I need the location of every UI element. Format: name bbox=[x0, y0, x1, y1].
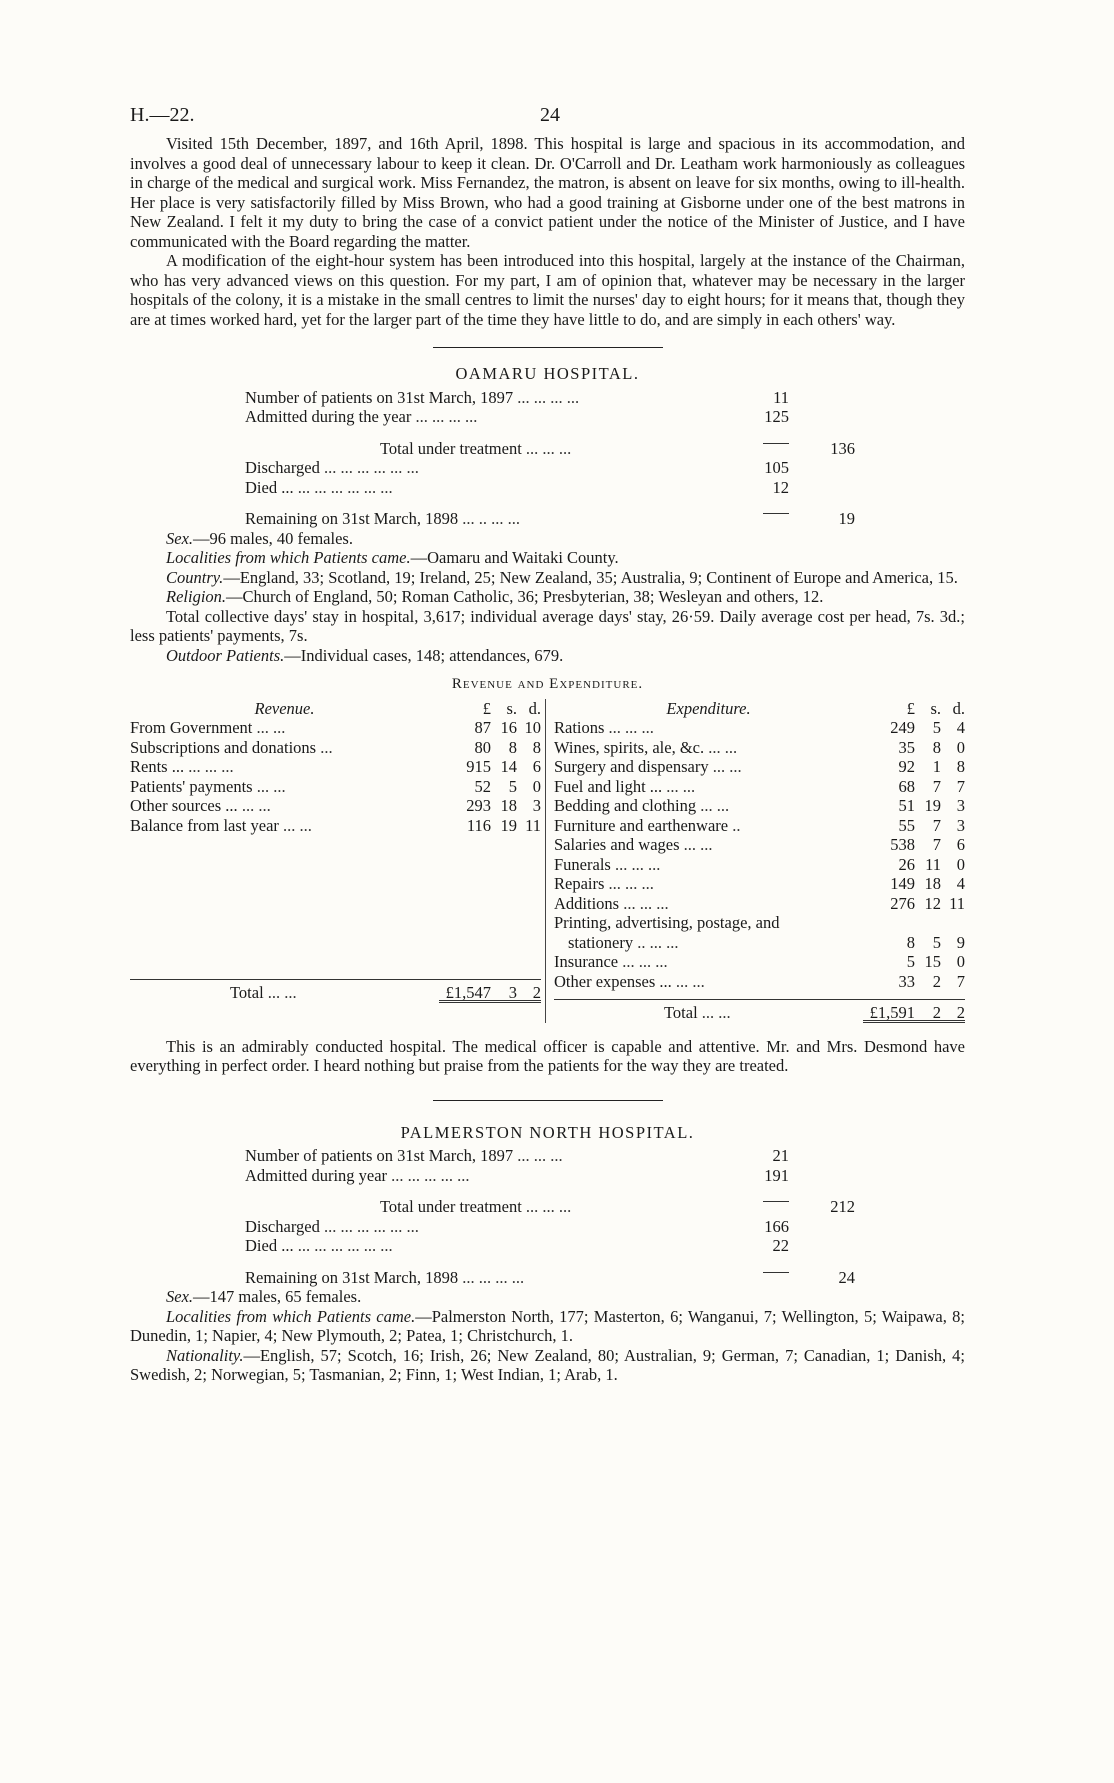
stat-row: Number of patients on 31st March, 1897 ... ... ... 21 bbox=[245, 1146, 789, 1165]
intro-paragraph: Visited 15th December, 1897, and 16th April, 1898. This hospital is large and spacious in its accommodation, and involves a good deal of unnecessary labour to keep it clean. Dr. O'Carroll and Dr. Leatham work harmoniously as colleagues in charge of the medical and surgical work. Miss Fernandez, the matron, is absent on leave for six months, owing to ill-health. Her place is very satisfactorily filled by Miss Brown, who had a good training at Gisborne under one of the best matrons in New Zealand. I felt it my duty to bring the case of a convict patient under the notice of the Minister of Justice, and I have communicated with the Board regarding the matter. bbox=[130, 134, 965, 251]
stat-row: Discharged ... ... ... ... ... ... 105 bbox=[245, 458, 789, 477]
section-title: OAMARU HOSPITAL. bbox=[455, 364, 640, 383]
stat-row: Remaining on 31st March, 1898 ... .. ... ... 19 bbox=[245, 509, 855, 528]
expenditure-column bbox=[546, 699, 965, 1023]
patient-stats bbox=[245, 388, 855, 529]
stat-row: Died ... ... ... ... ... ... ... 22 bbox=[245, 1236, 789, 1255]
sex-line: Sex.—147 males, 65 females. bbox=[166, 1287, 362, 1306]
revenue-column bbox=[130, 699, 546, 1023]
stat-row: Total under treatment ... ... ... 212 bbox=[380, 1197, 855, 1216]
oamaru-section bbox=[130, 364, 965, 1076]
localities-line: Localities from which Patients came.—Oamaru and Waitaki County. bbox=[166, 548, 619, 567]
section-title: PALMERSTON NORTH HOSPITAL. bbox=[400, 1122, 695, 1142]
stat-row: Remaining on 31st March, 1898 ... ... ... ... 24 bbox=[245, 1267, 855, 1287]
ledger-row: Insurance ... ... ... 5 15 0 bbox=[554, 952, 965, 971]
intro-paragraph: A modification of the eight-hour system has been introduced into this hospital, largely at the instance of the Chairman, who has very advanced views on this question. For my part, I am of opinion that, whatever may be necessary in the larger hospitals of the colony, it is a mistake in the small centres to limit the nurses' day to eight hours; for it means that, though they are at times worked hard, yet for the larger part of the time they have little to do, and are simply in each others' way. bbox=[130, 251, 965, 329]
column-header: Expenditure. £ s. d. bbox=[666, 698, 965, 718]
page-header bbox=[130, 100, 965, 130]
ledger-row: Rations ... ... ... 249 5 4 bbox=[554, 718, 965, 737]
ledger-title: Revenue and Expenditure. bbox=[451, 676, 644, 692]
palmerston-section bbox=[130, 1123, 965, 1385]
ledger-row: Bedding and clothing ... ... 51 19 3 bbox=[554, 796, 965, 815]
ledger-row: Subscriptions and donations ... 80 8 8 bbox=[130, 737, 541, 757]
section-divider bbox=[433, 1100, 663, 1101]
ledger-row: Additions ... ... ... 276 12 11 bbox=[554, 893, 965, 913]
revenue-expenditure-table bbox=[130, 699, 965, 1023]
expenditure-total-row: Total ... ... £1,591 2 2 bbox=[554, 999, 965, 1023]
ledger-row: Furniture and earthenware .. 55 7 3 bbox=[554, 815, 965, 835]
ledger-row: Balance from last year ... ... 116 19 11 bbox=[130, 815, 541, 835]
sex-line: Sex.—96 males, 40 females. bbox=[166, 528, 353, 548]
ledger-row: Other sources ... ... ... 293 18 3 bbox=[130, 796, 541, 815]
page-number: 24 bbox=[540, 104, 560, 126]
nationality-line: Nationality.—English, 57; Scotch, 16; Irish, 26; New Zealand, 80; Australian, 9; German, 7; Canadian, 1; Danish, 4; Swedish, 2; Norwegian, 5; Tasmanian, 2; Finn, 1; West Indian, 1; Arab, 1. bbox=[130, 1345, 965, 1384]
ledger-row: Funerals ... ... ... 26 11 0 bbox=[554, 854, 965, 874]
country-line: Country.—England, 33; Scotland, 19; Ireland, 25; New Zealand, 35; Australia, 9; Continent of Europe and America, 15. bbox=[166, 567, 958, 587]
stat-row: Discharged ... ... ... ... ... ... 166 bbox=[245, 1216, 789, 1236]
ledger-row: Repairs ... ... ... 149 18 4 bbox=[554, 874, 965, 893]
document-page bbox=[130, 100, 965, 1385]
ledger-row: Wines, spirits, ale, &c. ... ... 35 8 0 bbox=[554, 737, 965, 757]
closing-paragraph: This is an admirably conducted hospital. The medical officer is capable and attentive. Mr. and Mrs. Desmond have everything in perfect order. I heard nothing but praise from the patients for the way they are treated. bbox=[130, 1036, 965, 1075]
ledger-row: Other expenses ... ... ... 33 2 7 bbox=[554, 971, 965, 991]
stay-line: Total collective days' stay in hospital, 3,617; individual average days' stay, 26·59. Daily average cost per head, 7s. 3d.; less patients' payments, 7s. bbox=[130, 606, 965, 645]
religion-line: Religion.—Church of England, 50; Roman Catholic, 36; Presbyterian, 38; Wesleyan and others, 12. bbox=[166, 587, 824, 606]
column-header: Revenue. £ s. d. bbox=[254, 698, 541, 718]
ledger-row: Surgery and dispensary ... ... 92 1 8 bbox=[554, 757, 965, 776]
stat-row: Died ... ... ... ... ... ... ... 12 bbox=[245, 477, 789, 497]
ledger-row: From Government ... ... 87 16 10 bbox=[130, 718, 541, 737]
patient-stats bbox=[245, 1146, 855, 1287]
stat-row: Number of patients on 31st March, 1897 ... ... ... ... 11 bbox=[245, 387, 789, 407]
ledger-row: stationery .. ... ... 8 5 9 bbox=[568, 932, 965, 952]
outdoor-line: Outdoor Patients.—Individual cases, 148; attendances, 679. bbox=[166, 645, 564, 665]
localities-line: Localities from which Patients came.—Palmerston North, 177; Masterton, 6; Wanganui, 7; Wellington, 5; Waipawa, 8; Dunedin, 1; Napier, 4; New Plymouth, 2; Patea, 1; Christchurch, 1. bbox=[130, 1306, 965, 1345]
report-reference: H.—22. bbox=[130, 104, 195, 126]
ledger-row: Printing, advertising, postage, and bbox=[554, 913, 780, 932]
section-divider bbox=[433, 347, 663, 348]
ledger-row: Fuel and light ... ... ... 68 7 7 bbox=[554, 776, 965, 796]
revenue-total-row: Total ... ... £1,547 3 2 bbox=[130, 979, 541, 1003]
stat-row: Admitted during the year ... ... ... ... 125 bbox=[245, 407, 789, 426]
ledger-row: Rents ... ... ... ... 915 14 6 bbox=[130, 757, 541, 776]
ledger-row: Salaries and wages ... ... 538 7 6 bbox=[554, 835, 965, 854]
stat-row: Total under treatment ... ... ... 136 bbox=[380, 438, 855, 458]
stat-row: Admitted during year ... ... ... ... ... 191 bbox=[245, 1165, 789, 1185]
ledger-row: Patients' payments ... ... 52 5 0 bbox=[130, 776, 541, 796]
